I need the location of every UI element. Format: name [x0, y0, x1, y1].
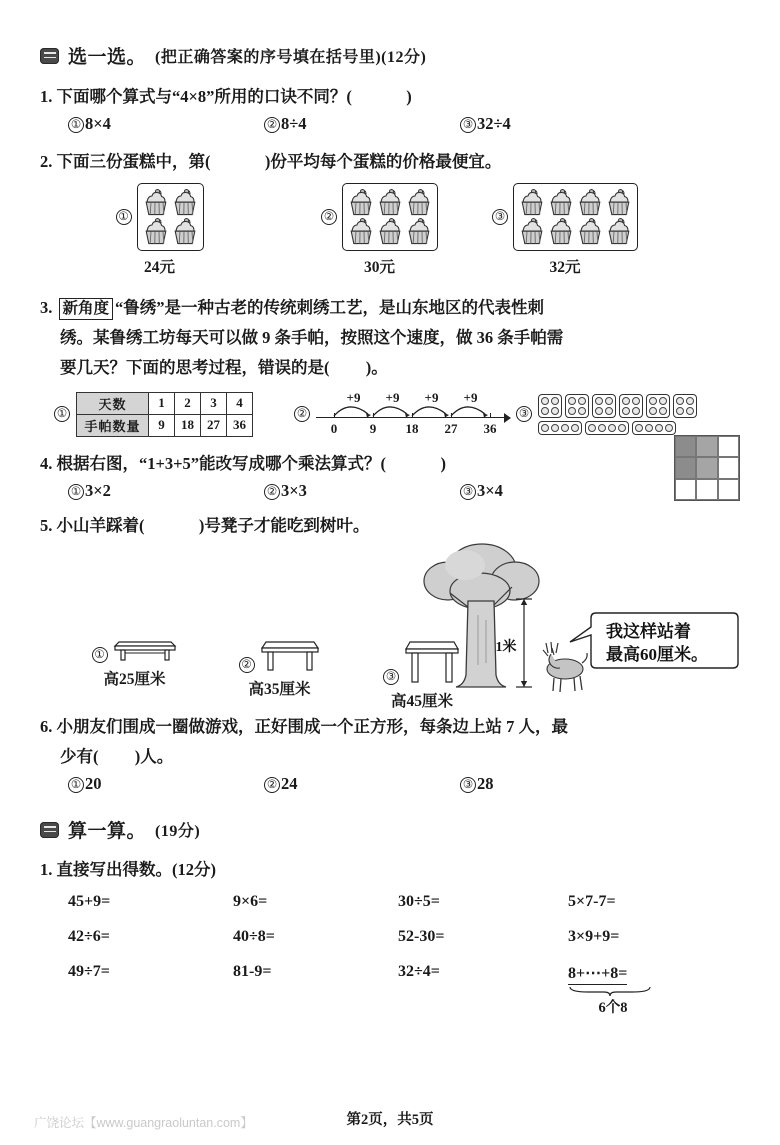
computation-item[interactable]: 81-9= — [233, 963, 398, 1017]
question-2-number: 2. — [40, 152, 52, 171]
figure-marker: ③ — [516, 406, 532, 422]
option-label: 3×3 — [281, 481, 307, 500]
page-number: 第2页，共5页 — [0, 1108, 780, 1129]
brace-label: 6个8 — [570, 996, 656, 1017]
question-1 — [40, 82, 740, 134]
answer-blank[interactable] — [145, 516, 199, 535]
dot-groups-top-row — [538, 394, 697, 418]
dot — [578, 407, 586, 415]
cupcake-icon — [377, 189, 403, 216]
number-line-jump-label: +9 — [386, 390, 400, 406]
list-icon — [40, 48, 59, 64]
cupcake-icon — [143, 218, 169, 245]
cupcake-icon — [606, 218, 632, 245]
question-4-text — [40, 449, 740, 479]
dot — [622, 397, 630, 405]
cake-boxes-figure — [40, 183, 740, 277]
dot-group — [538, 421, 582, 435]
question-6-text-1: 小朋友们围成一圈做游戏，正好围成一个正方形，每条边上站 7 人，最 — [57, 717, 569, 736]
question-4-number: 4. — [40, 454, 52, 473]
option-marker: ② — [264, 117, 280, 133]
cake-box — [513, 183, 638, 251]
dot — [645, 424, 653, 432]
dot — [605, 397, 613, 405]
speech-bubble — [570, 613, 738, 668]
cake-price: 32元 — [549, 255, 580, 277]
answer-blank[interactable] — [99, 747, 135, 766]
dot — [676, 397, 684, 405]
stool-2-graphic — [239, 641, 321, 673]
question-2 — [40, 147, 740, 277]
stool-caption: 高45厘米 — [391, 689, 453, 711]
option-3[interactable] — [460, 114, 511, 134]
computation-item[interactable]: 30÷5= — [398, 893, 568, 911]
option-1[interactable] — [68, 774, 264, 794]
dot — [598, 424, 606, 432]
question-2-stem-end: )份平均每个蛋糕的价格最便宜。 — [265, 152, 502, 171]
number-line-tick — [412, 413, 413, 418]
row-label-count: 手帕数量 — [77, 414, 149, 436]
computation-item[interactable]: 5×7-7= — [568, 893, 616, 911]
computation-item[interactable]: 42÷6= — [68, 928, 233, 946]
figure-dot-groups — [516, 394, 697, 435]
cake-box — [342, 183, 438, 251]
cupcake-icon — [406, 189, 432, 216]
stool-marker: ③ — [383, 669, 399, 685]
braced-expression: 8+⋯+8= — [568, 963, 627, 985]
option-label: 28 — [477, 774, 494, 793]
question-3-text-3: 要几天？下面的思考过程，错误的是( — [60, 358, 330, 377]
option-marker: ② — [264, 777, 280, 793]
cake-group-3 — [492, 183, 638, 277]
option-label: 20 — [85, 774, 102, 793]
dot-group — [585, 421, 629, 435]
cake-row — [519, 218, 632, 245]
cake-group-2-inner — [321, 183, 438, 251]
computation-item-braced[interactable] — [568, 963, 656, 1017]
number-line-jump-label: +9 — [347, 390, 361, 406]
question-4-stem: 根据右图，“1+3+5”能改写成哪个乘法算式？( — [57, 454, 387, 473]
section-header-compute — [40, 816, 740, 843]
cell: 18 — [175, 414, 201, 436]
computation-item[interactable]: 52-30= — [398, 928, 568, 946]
question-4-options — [40, 481, 740, 501]
dot — [676, 407, 684, 415]
cell: 9 — [149, 414, 175, 436]
section-note: (19分) — [155, 818, 200, 841]
section-title: 算一算。 — [68, 816, 146, 843]
question-5 — [40, 511, 740, 708]
dot — [571, 424, 579, 432]
dot — [568, 397, 576, 405]
dot — [608, 424, 616, 432]
page-footer — [0, 1108, 780, 1129]
number-line-tick — [334, 413, 335, 418]
option-3[interactable] — [460, 481, 503, 501]
stool-icon — [112, 641, 178, 663]
dot — [665, 424, 673, 432]
cupcake-icon — [172, 189, 198, 216]
section-title: 选一选。 — [68, 42, 146, 69]
dot-group — [592, 394, 616, 418]
new-angle-tag: 新角度 — [59, 298, 114, 320]
cupcake-icon — [519, 189, 545, 216]
grid-cell — [718, 436, 739, 457]
cake-group-marker: ② — [321, 209, 337, 225]
table-row — [77, 414, 253, 436]
answer-blank[interactable] — [352, 87, 406, 106]
cake-row — [143, 189, 198, 216]
dot — [605, 407, 613, 415]
computation-row — [68, 893, 740, 911]
question-6-number: 6. — [40, 717, 52, 736]
tree-goat-scene — [420, 535, 740, 703]
cake-price: 30元 — [364, 255, 395, 277]
option-label: 24 — [281, 774, 298, 793]
stool-icon — [259, 641, 321, 673]
option-marker: ① — [68, 117, 84, 133]
number-line-tick — [451, 413, 452, 418]
computation-item[interactable]: 3×9+9= — [568, 928, 619, 946]
computation-row — [68, 963, 740, 1017]
cupcake-icon — [172, 218, 198, 245]
cupcake-icon — [377, 218, 403, 245]
cake-row — [348, 218, 432, 245]
worksheet-page — [0, 42, 780, 1145]
option-label: 8÷4 — [281, 114, 307, 133]
question-3-line-3 — [40, 353, 740, 383]
dot — [551, 424, 559, 432]
cupcake-icon — [548, 189, 574, 216]
compute-task-1 — [40, 855, 740, 1017]
question-3-figures — [40, 391, 740, 437]
option-2[interactable] — [264, 481, 460, 501]
cupcake-icon — [348, 218, 374, 245]
dot — [541, 397, 549, 405]
option-marker: ② — [264, 484, 280, 500]
dot — [541, 407, 549, 415]
dot — [632, 407, 640, 415]
question-1-number: 1. — [40, 87, 52, 106]
dot-group — [619, 394, 643, 418]
height-measure-1m — [496, 599, 533, 687]
cake-group-marker: ① — [116, 209, 132, 225]
section-note: (把正确答案的序号填在括号里)(12分) — [155, 44, 426, 67]
grid-cell — [718, 457, 739, 478]
grid-cell — [675, 436, 696, 457]
cupcake-icon — [348, 189, 374, 216]
answer-blank[interactable] — [211, 152, 265, 171]
figure-number-line — [294, 391, 516, 437]
option-1[interactable] — [68, 481, 264, 501]
cake-group-1 — [52, 183, 267, 277]
grid-cell — [696, 457, 717, 478]
speech-line-2: 最高60厘米。 — [606, 644, 708, 664]
cake-group-1-inner — [116, 183, 204, 251]
question-1-text — [40, 82, 740, 112]
option-marker: ① — [68, 484, 84, 500]
dot — [635, 424, 643, 432]
dot-groups — [538, 394, 697, 435]
dot — [568, 407, 576, 415]
question-5-stem-end: )号凳子才能吃到树叶。 — [199, 516, 370, 535]
list-icon — [40, 822, 59, 838]
number-line-jump-label: +9 — [425, 390, 439, 406]
section-header-choice — [40, 42, 740, 69]
dot — [551, 397, 559, 405]
cake-row — [519, 189, 632, 216]
dot — [541, 424, 549, 432]
computation-item[interactable]: 49÷7= — [68, 963, 233, 1017]
watermark: 广饶论坛【www.guangraoluntan.com】 — [34, 1113, 253, 1131]
cupcake-icon — [577, 218, 603, 245]
figure-marker: ② — [294, 406, 310, 422]
compute-task-number: 1. — [40, 860, 52, 879]
cell: 3 — [201, 392, 227, 414]
number-line-jump-label: +9 — [464, 390, 478, 406]
question-5-figure — [40, 543, 740, 708]
cake-group-marker: ③ — [492, 209, 508, 225]
speech-line-1: 我这样站着 — [606, 621, 691, 641]
compute-task-score: (12分) — [172, 860, 216, 879]
grid-cell — [696, 436, 717, 457]
computation-row — [68, 928, 740, 946]
option-label: 3×4 — [477, 481, 503, 500]
dot — [649, 407, 657, 415]
question-6-text-2: 少有( — [60, 747, 99, 766]
computation-grid — [40, 893, 740, 1017]
cupcake-icon — [606, 189, 632, 216]
number-line-tick — [490, 413, 491, 418]
answer-blank[interactable] — [386, 454, 440, 473]
question-6-line-2 — [40, 742, 740, 772]
dot — [686, 397, 694, 405]
number-line-tick-label: 27 — [445, 421, 458, 437]
cake-group-2 — [267, 183, 492, 277]
option-marker: ③ — [460, 117, 476, 133]
stool-1-graphic — [92, 641, 178, 663]
stool-caption: 高35厘米 — [248, 677, 310, 699]
shaded-grid-figure — [674, 435, 740, 501]
computation-item[interactable]: 32÷4= — [398, 963, 568, 1017]
number-line-tick-label: 9 — [370, 421, 377, 437]
compute-task-1-text — [40, 855, 740, 885]
tree-height-label: 1米 — [496, 638, 517, 655]
dot — [649, 397, 657, 405]
cell: 36 — [227, 414, 253, 436]
grid-cell — [675, 457, 696, 478]
question-6 — [40, 712, 740, 794]
cake-group-3-inner — [492, 183, 638, 251]
question-6-options — [40, 774, 740, 794]
question-4 — [40, 449, 740, 501]
dot — [561, 424, 569, 432]
number-line-tick-label: 36 — [484, 421, 497, 437]
dot-group — [632, 421, 676, 435]
dot-groups-bottom-row — [538, 421, 697, 435]
question-3-text-1: “鲁绣”是一种古老的传统刺绣工艺，是山东地区的代表性刺 — [115, 298, 544, 317]
question-1-options — [40, 114, 740, 134]
table-row — [77, 392, 253, 414]
dot — [632, 397, 640, 405]
dot — [595, 397, 603, 405]
option-2[interactable] — [264, 114, 460, 134]
computation-item[interactable]: 9×6= — [233, 893, 398, 911]
dot-group — [565, 394, 589, 418]
option-marker: ③ — [460, 484, 476, 500]
question-6-text-2-end: )人。 — [135, 747, 174, 766]
dot — [618, 424, 626, 432]
cupcake-icon — [406, 218, 432, 245]
computation-item[interactable]: 40÷8= — [233, 928, 398, 946]
dot-group — [646, 394, 670, 418]
question-5-stem: 小山羊踩着( — [57, 516, 145, 535]
row-label-days: 天数 — [77, 392, 149, 414]
dot-group — [673, 394, 697, 418]
question-3-number: 3. — [40, 298, 52, 317]
cake-row — [143, 218, 198, 245]
option-label: 32÷4 — [477, 114, 511, 133]
stool-marker: ② — [239, 657, 255, 673]
dot — [578, 397, 586, 405]
dot — [659, 407, 667, 415]
answer-blank[interactable] — [330, 358, 366, 377]
option-3[interactable] — [460, 774, 494, 794]
stool-marker: ① — [92, 647, 108, 663]
grid-cell — [718, 479, 739, 500]
cupcake-icon — [577, 189, 603, 216]
question-2-stem: 下面三份蛋糕中，第( — [57, 152, 211, 171]
goat-figure — [543, 642, 587, 692]
question-3-text-3-end: )。 — [366, 358, 388, 377]
question-2-text — [40, 147, 740, 177]
cake-row — [348, 189, 432, 216]
figure-table — [54, 392, 294, 437]
dot — [551, 407, 559, 415]
number-line — [316, 391, 514, 437]
stool-caption: 高25厘米 — [103, 667, 165, 689]
days-handkerchief-table — [76, 392, 253, 437]
question-1-stem: 下面哪个算式与“4×8”所用的口诀不同？( — [57, 87, 352, 106]
dot — [659, 397, 667, 405]
cupcake-icon — [519, 218, 545, 245]
underbrace-icon — [568, 986, 654, 996]
dot-group — [538, 394, 562, 418]
cell: 4 — [227, 392, 253, 414]
option-marker: ① — [68, 777, 84, 793]
cell: 2 — [175, 392, 201, 414]
dot — [655, 424, 663, 432]
question-6-line-1 — [40, 712, 740, 742]
option-marker: ③ — [460, 777, 476, 793]
stool-1 — [62, 641, 207, 711]
cupcake-icon — [548, 218, 574, 245]
stool-2 — [207, 641, 352, 711]
option-1[interactable] — [68, 114, 264, 134]
cell: 27 — [201, 414, 227, 436]
question-3-line-2: 绣。某鲁绣工坊每天可以做 9 条手帕，按照这个速度，做 36 条手帕需 — [40, 323, 740, 353]
figure-marker: ① — [54, 406, 70, 422]
option-label: 8×4 — [85, 114, 111, 133]
option-label: 3×2 — [85, 481, 111, 500]
question-3-line-1 — [40, 293, 740, 323]
question-4-stem-end: ) — [440, 454, 446, 473]
dot — [588, 424, 596, 432]
number-line-tick — [373, 413, 374, 418]
number-line-tick-label: 18 — [406, 421, 419, 437]
cake-price: 24元 — [144, 255, 175, 277]
cell: 1 — [149, 392, 175, 414]
question-3 — [40, 293, 740, 437]
cake-box — [137, 183, 204, 251]
question-1-stem-end: ) — [406, 87, 412, 106]
number-line-tick-label: 0 — [331, 421, 338, 437]
option-2[interactable] — [264, 774, 460, 794]
dot — [595, 407, 603, 415]
grid-cell — [696, 479, 717, 500]
cupcake-icon — [143, 189, 169, 216]
grid-cell — [675, 479, 696, 500]
computation-item[interactable]: 45+9= — [68, 893, 233, 911]
compute-task-title: 直接写出得数。 — [57, 860, 173, 879]
dot — [622, 407, 630, 415]
question-5-number: 5. — [40, 516, 52, 535]
dot — [686, 407, 694, 415]
